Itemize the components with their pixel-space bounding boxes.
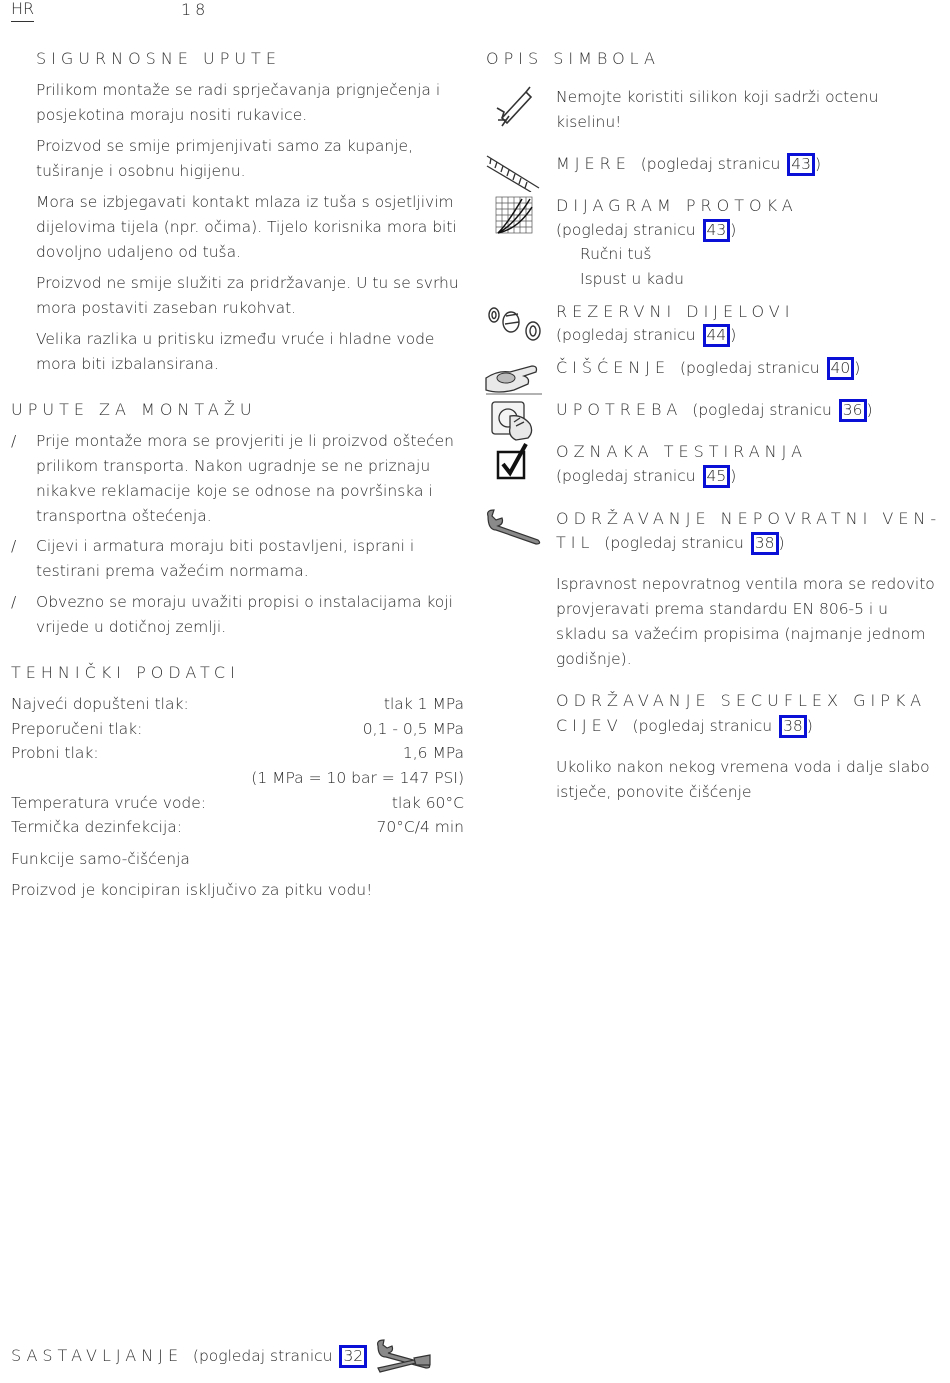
- silicone-gun-icon: [492, 84, 534, 128]
- self-clean-text: Funkcije samo-čišćenja: [11, 850, 190, 868]
- close-paren: ): [778, 534, 785, 552]
- close-paren: ): [730, 221, 737, 239]
- valve-text: Ispravnost nepovratnog ventila mora se redovito provjeravati prema standardu EN 806-5 i u skladu sa važećim propisima (najmanje jednom godišnje).: [556, 575, 935, 668]
- close-paren: ): [814, 155, 822, 173]
- usage-heading: UPOTREBA: [556, 400, 683, 419]
- safety-para-1: Prilikom montaže se radi sprječavanja prignječenja i posjekotina moraju nositi rukavice.: [36, 81, 441, 124]
- flow-heading: DIJAGRAM PROTOKA: [556, 196, 798, 215]
- flow-page-link[interactable]: 43: [703, 219, 731, 242]
- install-heading: UPUTE ZA MONTAŽU: [11, 400, 257, 419]
- bullet-slash: /: [11, 432, 17, 450]
- tech-row: [11, 791, 464, 816]
- measures-line: [556, 151, 821, 177]
- tech-label: Najveći dopušteni tlak:: [11, 695, 189, 713]
- cleaning-page-link[interactable]: 40: [827, 357, 855, 380]
- hose-heading-line1: ODRŽAVANJE SECUFLEX GIPKA: [556, 691, 927, 710]
- usage-line: [556, 397, 873, 423]
- valve-heading-line1: ODRŽAVANJE NEPOVRATNI VEN-: [556, 509, 942, 528]
- hose-page-link[interactable]: 38: [779, 715, 807, 738]
- install-item-1: [11, 429, 466, 529]
- see-page-text: (pogledaj stranicu: [632, 717, 773, 735]
- see-page-text: (pogledaj stranicu: [604, 534, 744, 552]
- cleaning-hand-icon: [484, 356, 544, 398]
- tech-row: [11, 766, 464, 791]
- tech-value: 70°C/4 min: [376, 818, 464, 836]
- install-item-text: Obvezno se moraju uvažiti propisi o instalacijama koji vrijede u dotičnoj zemlji.: [36, 593, 453, 636]
- tech-row: [11, 815, 464, 840]
- close-paren: ): [806, 717, 813, 735]
- tech-row: [11, 741, 464, 766]
- safety-para-4: Proizvod ne smije služiti za pridržavanje. U tu se svrhu mora postaviti zaseban rukohvat.: [36, 274, 459, 317]
- close-paren: ): [854, 359, 861, 377]
- flow-item-bath-spout: Ispust u kadu: [580, 270, 685, 288]
- checkbox-tick-icon: [496, 442, 530, 482]
- spare-page-line: [556, 323, 736, 348]
- see-page-text: (pogledaj stranicu: [192, 1347, 333, 1365]
- tech-value: 0,1 - 0,5 MPa: [362, 720, 464, 738]
- see-page-text: (pogledaj stranicu: [556, 221, 696, 239]
- tech-row: [11, 717, 464, 742]
- hose-heading-line2: [556, 713, 813, 739]
- assembly-heading: SASTAVLJANJE: [11, 1346, 184, 1365]
- usage-page-link[interactable]: 36: [839, 399, 867, 422]
- valve-heading-line2: [556, 530, 785, 556]
- tech-value: (1 MPa = 10 bar = 147 PSI): [251, 769, 464, 787]
- tech-value: 1,6 MPa: [402, 744, 464, 762]
- valve-heading-til: TIL: [556, 533, 595, 552]
- tech-value: tlak 60°C: [391, 794, 464, 812]
- bullet-slash: /: [11, 537, 17, 555]
- test-page-link[interactable]: 45: [703, 465, 731, 488]
- assembly-page-link[interactable]: 32: [339, 1345, 367, 1368]
- tech-heading: TEHNIČKI PODATCI: [11, 663, 240, 682]
- see-page-text: (pogledaj stranicu: [692, 401, 832, 419]
- close-paren: ): [730, 326, 737, 344]
- ruler-icon: [485, 152, 541, 192]
- hose-heading-cijev: CIJEV: [556, 716, 623, 735]
- see-page-text: (pogledaj stranicu: [640, 155, 781, 173]
- test-heading: OZNAKA TESTIRANJA: [556, 442, 808, 461]
- hose-text: Ukoliko nakon nekog vremena voda i dalje slabo istječe, ponovite čišćenje: [556, 758, 930, 801]
- test-page-line: [556, 464, 736, 489]
- install-item-3: [11, 590, 466, 640]
- see-page-text: (pogledaj stranicu: [556, 467, 696, 485]
- measures-page-link[interactable]: 43: [787, 153, 815, 176]
- tech-label: Temperatura vruće vode:: [11, 794, 207, 812]
- symbols-heading: OPIS SIMBOLA: [486, 49, 660, 68]
- cleaning-line: [556, 355, 860, 381]
- safety-para-3: Mora se izbjegavati kontakt mlaza iz tuša s osjetljivim dijelovima tijela (npr. očima). Tijelo korisnika mora biti dovoljno udaljeno od tuša.: [36, 193, 457, 261]
- page-number: 18: [181, 0, 210, 19]
- valve-page-link[interactable]: 38: [751, 532, 779, 555]
- wrench-icon: [484, 508, 544, 546]
- language-code: HR: [11, 0, 34, 22]
- safety-para-2: Proizvod se smije primjenjivati samo za kupanje, tuširanje i osobnu higijenu.: [36, 137, 414, 180]
- flow-item-hand-shower: Ručni tuš: [580, 245, 652, 263]
- hand-operation-icon: [488, 398, 538, 442]
- tech-row: [11, 692, 464, 717]
- flow-page-line: [556, 218, 736, 243]
- tech-label: Probni tlak:: [11, 744, 99, 762]
- see-page-text: (pogledaj stranicu: [679, 359, 820, 377]
- bullet-slash: /: [11, 593, 17, 611]
- spare-heading: REZERVNI DIJELOVI: [556, 302, 795, 321]
- see-page-text: (pogledaj stranicu: [556, 326, 696, 344]
- close-paren: ): [866, 401, 873, 419]
- safety-heading: SIGURNOSNE UPUTE: [36, 49, 281, 68]
- safety-para-5: Velika razlika u pritisku između vruće i hladne vode mora biti izbalansirana.: [36, 330, 435, 373]
- tools-icon: [374, 1338, 432, 1376]
- drinking-water-note: Proizvod je koncipiran isključivo za pitku vodu!: [11, 881, 373, 899]
- tech-value: tlak 1 MPa: [383, 695, 464, 713]
- assembly-line: [11, 1343, 367, 1369]
- cleaning-heading: ČIŠĆENJE: [556, 358, 671, 377]
- silicone-note: Nemojte koristiti silikon koji sadrži octenu kiselinu!: [556, 88, 879, 131]
- spare-parts-icon: [486, 304, 544, 342]
- close-paren: ): [730, 467, 737, 485]
- tech-label: Termička dezinfekcija:: [11, 818, 182, 836]
- install-item-text: Cijevi i armatura moraju biti postavljeni, isprani i testirani prema važećim normama.: [36, 537, 415, 580]
- measures-heading: MJERE: [556, 154, 631, 173]
- tech-label: Preporučeni tlak:: [11, 720, 143, 738]
- flow-diagram-icon: [494, 195, 534, 235]
- install-item-text: Prije montaže mora se provjeriti je li proizvod oštećen prilikom transporta. Nakon ugradnje se ne priznaju nikakve reklamacije koje se odnose na površinska i transportna oštećenja.: [36, 432, 454, 525]
- install-item-2: [11, 534, 466, 584]
- spare-page-link[interactable]: 44: [703, 324, 731, 347]
